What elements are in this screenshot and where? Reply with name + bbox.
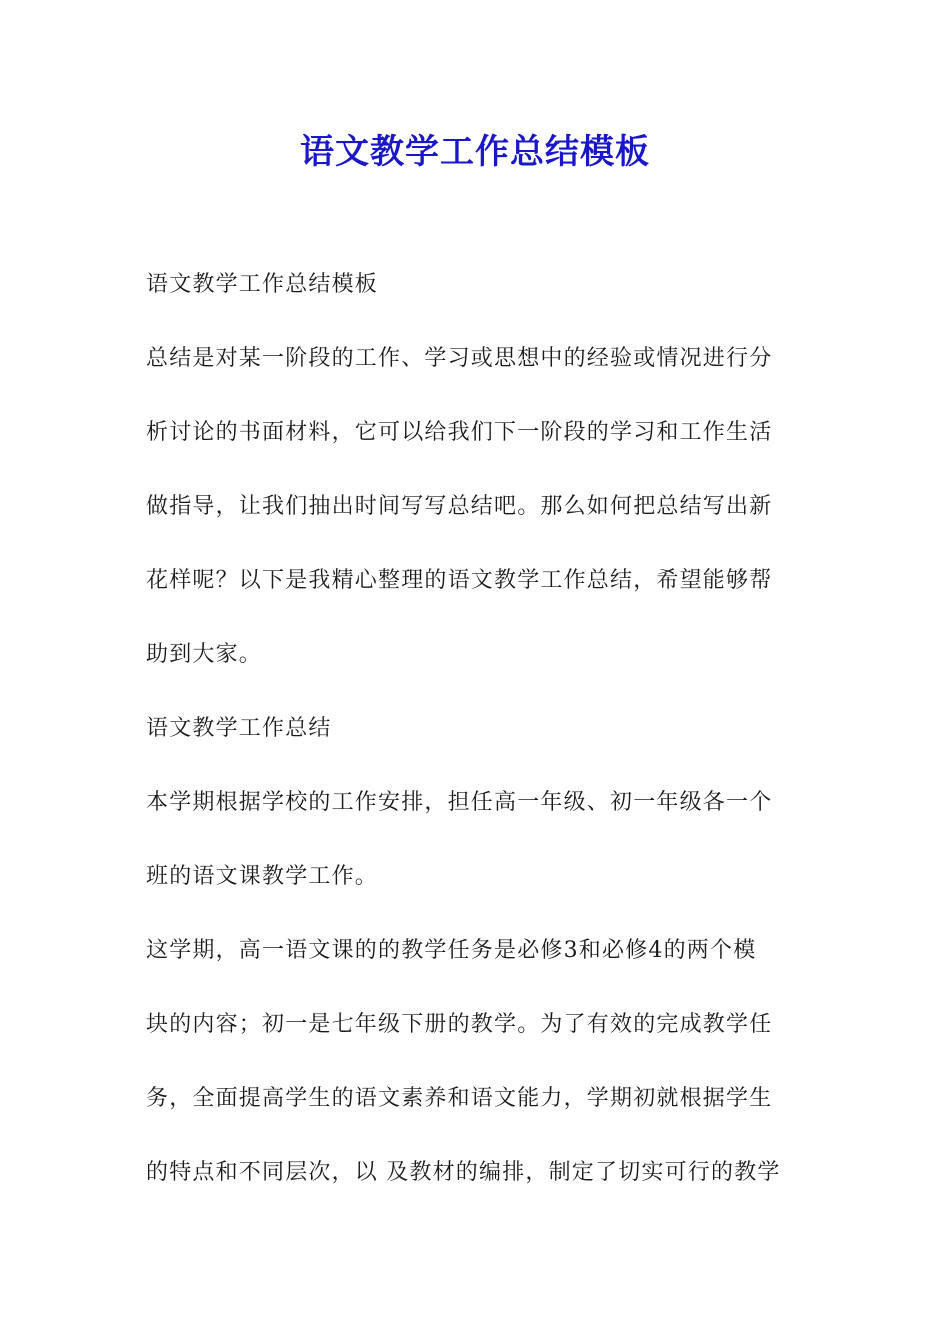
body-line: 本学期根据学校的工作安排，担任高一年级、初一年级各一个 [146,790,773,815]
body-line: 块的内容；初一是七年级下册的教学。为了有效的完成教学任 [146,1012,773,1037]
document-title: 语文教学工作总结模板 [300,132,650,172]
body-line: 总结是对某一阶段的工作、学习或思想中的经验或情况进行分 [146,346,773,371]
body-line: 语文教学工作总结 [146,716,332,741]
body-line: 做指导，让我们抽出时间写写总结吧。那么如何把总结写出新 [146,494,773,519]
body-line: 花样呢？以下是我精心整理的语文教学工作总结，希望能够帮 [146,568,773,593]
body-line: 务，全面提高学生的语文素养和语文能力，学期初就根据学生 [146,1086,773,1111]
body-line: 语文教学工作总结模板 [146,272,379,297]
document-body [146,248,806,1210]
body-line: 的特点和不同层次，以 及教材的编排，制定了切实可行的教学 [146,1160,781,1185]
body-line: 析讨论的书面材料，它可以给我们下一阶段的学习和工作生活 [146,420,773,445]
body-line: 这学期，高一语文课的的教学任务是必修3和必修4的两个模 [146,938,757,963]
body-line: 班的语文课教学工作。 [146,864,379,889]
body-line: 助到大家。 [146,642,263,667]
